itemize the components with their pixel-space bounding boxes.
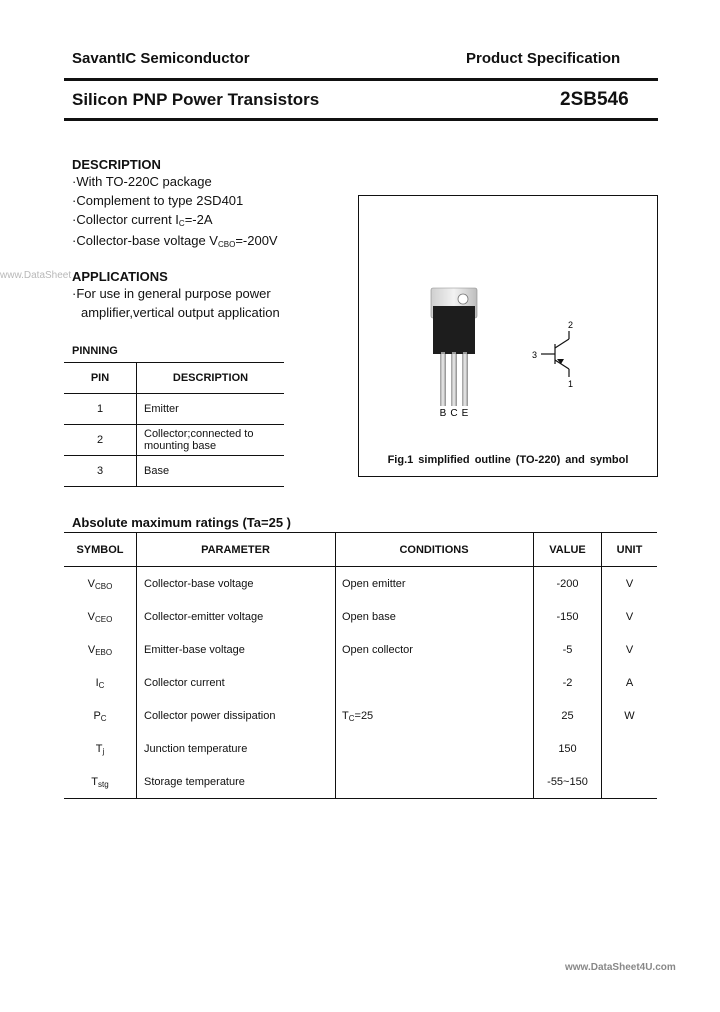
value-cell: -5 — [534, 633, 602, 666]
description-column-header: DESCRIPTION — [137, 363, 285, 394]
unit-cell: V — [625, 577, 634, 590]
pin-number: 1 — [64, 394, 137, 425]
conditions-cell: Open base — [336, 600, 534, 633]
description-line-voltage: ·Collector-base voltage VCBO=-200V — [72, 233, 278, 249]
symbol-cell: VEBO — [64, 633, 137, 666]
header-rule-top — [64, 78, 658, 81]
table-row — [64, 600, 657, 633]
table-row — [64, 765, 657, 799]
value-cell: -200 — [534, 567, 602, 601]
package-outline-image — [359, 196, 657, 446]
header-rule-bottom — [64, 118, 658, 121]
applications-line-2: amplifier,vertical output application — [81, 305, 280, 320]
document-type: Product Specification — [466, 50, 621, 67]
ratings-table — [64, 532, 657, 799]
pinning-header-row — [64, 363, 284, 394]
parameter-cell: Collector-emitter voltage — [137, 600, 336, 633]
pinning-title: PINNING — [72, 345, 118, 357]
value-cell: 150 — [534, 732, 602, 765]
conditions-column-header: CONDITIONS — [336, 533, 534, 567]
unit-cell: V — [625, 610, 634, 623]
unit-cell — [602, 765, 658, 799]
leg-label-c: C — [450, 408, 458, 419]
applications-section — [72, 269, 280, 322]
figure-box — [358, 195, 658, 477]
pinning-table — [64, 362, 284, 487]
figure-caption: Fig.1 simplified outline (TO-220) and symbol — [387, 454, 629, 466]
pin-description: Base — [137, 456, 285, 487]
unit-cell — [602, 732, 658, 765]
pin-column-header: PIN — [64, 363, 137, 394]
symbol-pin-collector: 2 — [568, 320, 574, 330]
parameter-column-header: PARAMETER — [137, 533, 336, 567]
unit-column-header: UNIT — [602, 533, 658, 567]
symbol-cell: Tstg — [64, 765, 137, 799]
pin-number: 2 — [64, 425, 137, 456]
applications-title: APPLICATIONS — [72, 269, 168, 284]
parameter-cell: Collector current — [137, 666, 336, 699]
value-column-header: VALUE — [534, 533, 602, 567]
company-name: SavantIC Semiconductor — [72, 50, 250, 67]
description-section — [72, 157, 278, 252]
conditions-cell: Open emitter — [336, 567, 534, 601]
symbol-cell: VCBO — [64, 567, 137, 601]
part-number: 2SB546 — [560, 89, 629, 110]
product-title: Silicon PNP Power Transistors — [72, 90, 320, 109]
parameter-cell: Collector-base voltage — [137, 567, 336, 601]
description-line-package: ·With TO-220C package — [72, 174, 212, 189]
table-row — [64, 456, 284, 487]
symbol-pin-emitter: 1 — [568, 379, 574, 389]
value-cell: 25 — [534, 699, 602, 732]
applications-line-1: ·For use in general purpose power — [72, 286, 271, 301]
table-row — [64, 425, 284, 456]
pin-description: Emitter — [137, 394, 285, 425]
ratings-title: Absolute maximum ratings (Ta=25 ) — [72, 515, 292, 530]
table-row — [64, 394, 284, 425]
parameter-cell: Emitter-base voltage — [137, 633, 336, 666]
leg-label-e: E — [461, 408, 469, 419]
description-line-current: ·Collector current IC=-2A — [72, 212, 213, 228]
watermark-left: www.DataSheet — [0, 270, 72, 281]
symbol-cell: VCEO — [64, 600, 137, 633]
value-cell: -2 — [534, 666, 602, 699]
symbol-cell: IC — [64, 666, 137, 699]
symbol-pin-base: 3 — [532, 350, 538, 360]
table-row — [64, 699, 657, 732]
pnp-transistor-symbol-icon — [541, 331, 569, 377]
unit-cell: W — [624, 709, 635, 722]
table-row — [64, 633, 657, 666]
parameter-cell: Junction temperature — [137, 732, 336, 765]
conditions-cell — [336, 765, 534, 799]
description-title: DESCRIPTION — [72, 157, 161, 172]
watermark-bottom: www.DataSheet4U.com — [565, 962, 676, 973]
ratings-header-row — [64, 533, 657, 567]
unit-cell: A — [625, 676, 634, 689]
description-line-complement: ·Complement to type 2SD401 — [72, 193, 244, 208]
parameter-cell: Collector power dissipation — [137, 699, 336, 732]
conditions-cell: Open collector — [336, 633, 534, 666]
symbol-cell: PC — [64, 699, 137, 732]
pin-description: Collector;connected to mounting base — [137, 425, 285, 456]
pin-number: 3 — [64, 456, 137, 487]
conditions-cell — [336, 732, 534, 765]
table-row — [64, 732, 657, 765]
parameter-cell: Storage temperature — [137, 765, 336, 799]
unit-cell: V — [625, 643, 634, 656]
conditions-cell — [336, 666, 534, 699]
leg-label-b: B — [439, 408, 447, 419]
conditions-cell: TC=25 — [336, 699, 534, 732]
symbol-column-header: SYMBOL — [64, 533, 137, 567]
value-cell: -55~150 — [534, 765, 602, 799]
value-cell: -150 — [534, 600, 602, 633]
table-row — [64, 567, 657, 601]
symbol-cell: Tj — [64, 732, 137, 765]
table-row — [64, 666, 657, 699]
